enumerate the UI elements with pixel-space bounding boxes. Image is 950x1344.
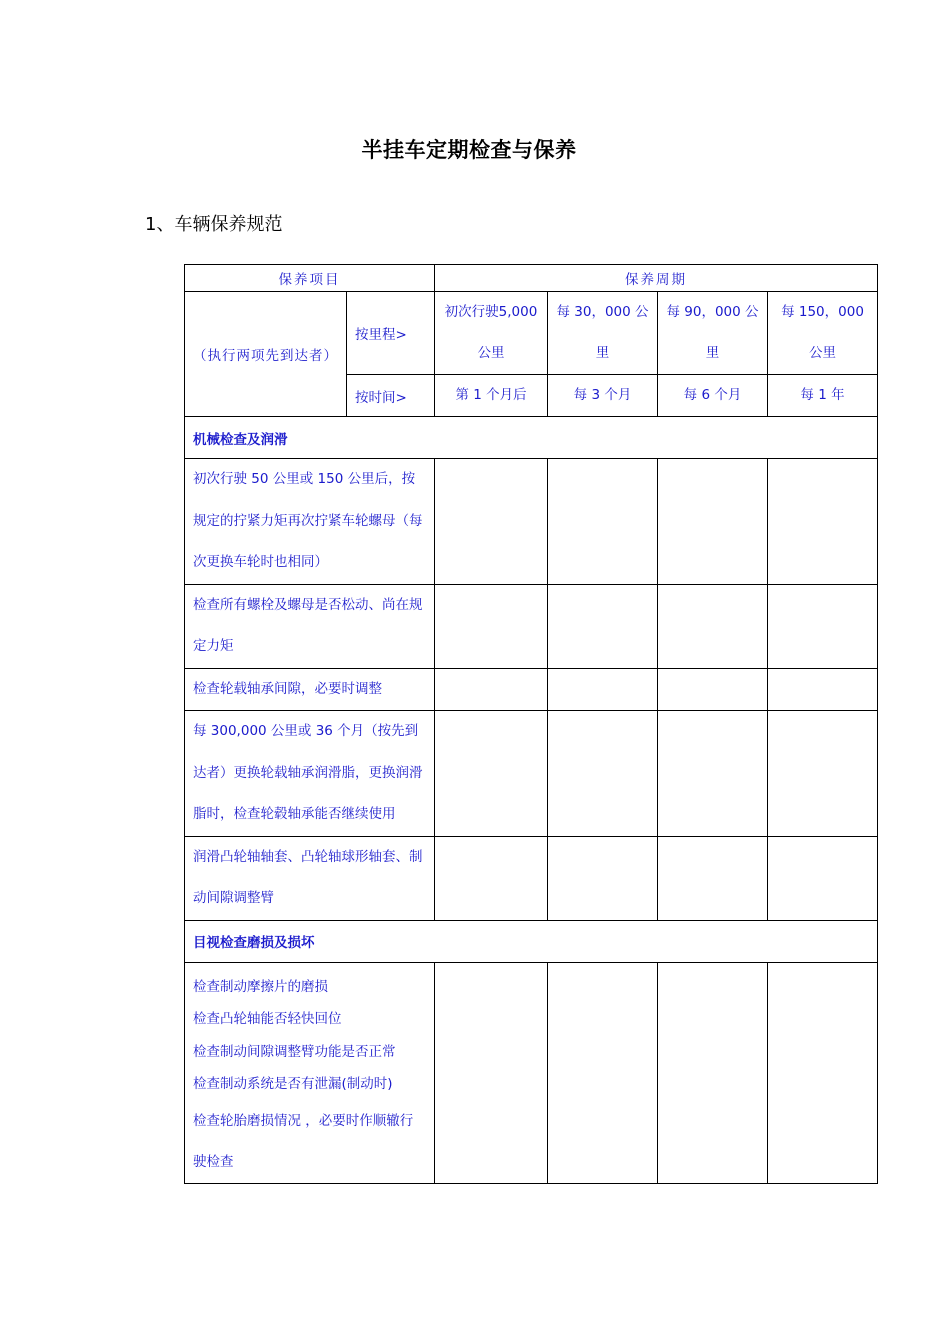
header-maintenance-item: 保养项目 (185, 265, 435, 292)
check-cell (768, 668, 878, 711)
check-cell (548, 584, 658, 668)
list-item: 检查制动系统是否有泄漏(制动时) (193, 1076, 393, 1092)
check-cell (658, 459, 768, 585)
table-row (185, 459, 878, 585)
mileage-cell: 每 90，000 公里 (658, 292, 768, 375)
check-cell (548, 668, 658, 711)
check-cell (658, 668, 768, 711)
maintenance-schedule-table (184, 264, 878, 1184)
item-list-cell (185, 962, 435, 1183)
list-item: 检查制动间隙调整臂功能是否正常 (193, 1043, 396, 1060)
time-cell: 第 1 个月后 (435, 375, 548, 417)
category-row (185, 920, 878, 962)
mileage-row (185, 292, 878, 375)
by-time-label: 按时间> (347, 375, 435, 417)
item-cell: 润滑凸轮轴轴套、凸轮轴球形轴套、制动间隙调整臂 (185, 836, 435, 920)
check-cell (768, 962, 878, 1183)
check-cell (658, 584, 768, 668)
check-cell (548, 459, 658, 585)
check-cell (548, 962, 658, 1183)
list-item: 检查凸轮轴能否轻快回位 (193, 1011, 342, 1027)
mileage-cell: 每 150，000 公里 (768, 292, 878, 375)
check-cell (548, 711, 658, 837)
table-row (185, 836, 878, 920)
list-item: 检查制动摩擦片的磨损 (193, 978, 328, 995)
check-cell (435, 836, 548, 920)
time-cell: 每 1 年 (768, 375, 878, 417)
check-cell (768, 584, 878, 668)
mileage-cell: 初次行驶5,000公里 (435, 292, 548, 375)
table-row (185, 668, 878, 711)
item-cell: 初次行驶 50 公里或 150 公里后，按规定的拧紧力矩再次拧紧车轮螺母（每次更换车轮时也相同） (185, 459, 435, 585)
check-cell (768, 711, 878, 837)
check-cell (435, 711, 548, 837)
check-cell (768, 836, 878, 920)
check-cell (435, 962, 548, 1183)
table-header-row (185, 265, 878, 292)
time-cell: 每 3 个月 (548, 375, 658, 417)
section-heading: 1、车辆保养规范 (145, 214, 283, 235)
check-cell (658, 962, 768, 1183)
check-cell (768, 459, 878, 585)
item-cell: 检查所有螺栓及螺母是否松动、尚在规定力矩 (185, 584, 435, 668)
item-cell: 每 300,000 公里或 36 个月（按先到达者）更换轮载轴承润滑脂，更换润滑脂时，检查轮毂轴承能否继续使用 (185, 711, 435, 837)
list-item: 检查轮胎磨损情况 ，必要时作顺辙行驶检查 (193, 1112, 414, 1170)
category-mechanical-lubrication: 机械检查及润滑 (185, 417, 878, 459)
header-maintenance-cycle: 保养周期 (435, 265, 878, 292)
document-title: 半挂车定期检查与保养 (361, 138, 577, 162)
whichever-first-note: （执行两项先到达者） (185, 292, 347, 417)
check-cell (658, 711, 768, 837)
item-cell: 检查轮载轴承间隙，必要时调整 (185, 668, 435, 711)
category-row (185, 417, 878, 459)
mileage-cell: 每 30，000 公里 (548, 292, 658, 375)
table-row (185, 584, 878, 668)
time-cell: 每 6 个月 (658, 375, 768, 417)
check-cell (435, 459, 548, 585)
category-visual-inspection: 目视检查磨损及损坏 (185, 920, 878, 962)
by-mileage-label: 按里程> (347, 292, 435, 375)
check-cell (435, 668, 548, 711)
table-row (185, 962, 878, 1183)
check-cell (548, 836, 658, 920)
check-cell (435, 584, 548, 668)
check-cell (658, 836, 768, 920)
table-row (185, 711, 878, 837)
